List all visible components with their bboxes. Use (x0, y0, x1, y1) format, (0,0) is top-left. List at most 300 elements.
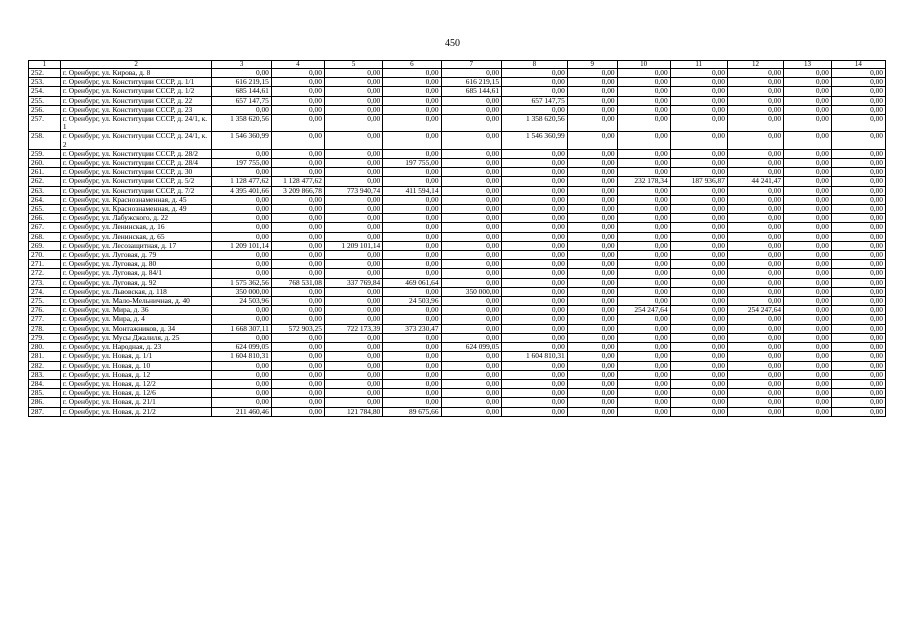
amount-cell: 0,00 (502, 78, 568, 87)
amount-cell: 0,00 (324, 69, 382, 78)
amount-cell: 1 546 360,99 (502, 132, 568, 149)
amount-cell: 0,00 (784, 398, 832, 407)
amount-cell: 0,00 (502, 105, 568, 114)
amount-cell: 0,00 (441, 324, 501, 333)
amount-cell: 0,00 (212, 195, 271, 204)
amount-cell: 0,00 (502, 407, 568, 416)
table-row (29, 343, 886, 352)
amount-cell: 0,00 (324, 379, 382, 388)
row-number-cell: 276. (29, 306, 61, 315)
amount-cell: 0,00 (567, 343, 617, 352)
row-number-cell: 262. (29, 177, 61, 186)
amount-cell: 0,00 (831, 379, 885, 388)
column-header: 5 (324, 61, 382, 69)
amount-cell: 0,00 (441, 379, 501, 388)
amount-cell: 0,00 (324, 389, 382, 398)
amount-cell: 4 395 401,66 (212, 186, 271, 195)
amount-cell: 657 147,75 (502, 96, 568, 105)
row-number-cell: 284. (29, 379, 61, 388)
amount-cell: 0,00 (441, 251, 501, 260)
amount-cell: 0,00 (784, 87, 832, 96)
amount-cell: 0,00 (567, 105, 617, 114)
amount-cell: 0,00 (212, 389, 271, 398)
table-row (29, 232, 886, 241)
address-cell: г. Оренбург, ул. Новая, д. 10 (60, 361, 212, 370)
amount-cell: 0,00 (383, 352, 441, 361)
amount-cell: 0,00 (617, 389, 670, 398)
amount-cell: 1 128 477,62 (271, 177, 324, 186)
amount-cell: 0,00 (212, 223, 271, 232)
address-cell: г. Оренбург, ул. Конституции СССР, д. 7/2 (60, 186, 212, 195)
amount-cell: 0,00 (617, 398, 670, 407)
table-row (29, 251, 886, 260)
amount-cell: 0,00 (670, 315, 727, 324)
amount-cell: 0,00 (271, 69, 324, 78)
amount-cell: 0,00 (567, 269, 617, 278)
amount-cell: 0,00 (727, 159, 783, 168)
amount-cell: 0,00 (502, 379, 568, 388)
amount-cell: 0,00 (271, 306, 324, 315)
address-cell: г. Оренбург, ул. Конституции СССР, д. 30 (60, 168, 212, 177)
amount-cell: 0,00 (212, 370, 271, 379)
amount-cell: 0,00 (784, 205, 832, 214)
table-row (29, 306, 886, 315)
amount-cell: 0,00 (383, 223, 441, 232)
amount-cell: 0,00 (502, 398, 568, 407)
amount-cell: 0,00 (727, 352, 783, 361)
row-number-cell: 259. (29, 149, 61, 158)
amount-cell: 0,00 (212, 232, 271, 241)
row-number-cell: 280. (29, 343, 61, 352)
table-row (29, 195, 886, 204)
amount-cell: 0,00 (831, 105, 885, 114)
amount-cell: 0,00 (212, 379, 271, 388)
amount-cell: 0,00 (441, 205, 501, 214)
amount-cell: 0,00 (441, 149, 501, 158)
amount-cell: 0,00 (617, 260, 670, 269)
amount-cell: 337 769,84 (324, 278, 382, 287)
amount-cell: 0,00 (670, 214, 727, 223)
amount-cell: 0,00 (831, 132, 885, 149)
amount-cell: 0,00 (383, 105, 441, 114)
column-header: 3 (212, 61, 271, 69)
amount-cell: 0,00 (441, 352, 501, 361)
row-number-cell: 263. (29, 186, 61, 195)
amount-cell: 0,00 (831, 214, 885, 223)
row-number-cell: 254. (29, 87, 61, 96)
amount-cell: 0,00 (727, 149, 783, 158)
amount-cell: 722 173,39 (324, 324, 382, 333)
amount-cell: 0,00 (784, 177, 832, 186)
row-number-cell: 265. (29, 205, 61, 214)
amount-cell: 0,00 (441, 195, 501, 204)
amount-cell: 0,00 (441, 278, 501, 287)
amount-cell: 0,00 (567, 278, 617, 287)
amount-cell: 0,00 (567, 333, 617, 342)
amount-cell: 0,00 (784, 105, 832, 114)
amount-cell: 0,00 (383, 177, 441, 186)
amount-cell: 0,00 (324, 343, 382, 352)
amount-cell: 0,00 (271, 379, 324, 388)
amount-cell: 0,00 (670, 105, 727, 114)
amount-cell: 0,00 (784, 324, 832, 333)
amount-cell: 0,00 (567, 177, 617, 186)
amount-cell: 0,00 (271, 343, 324, 352)
amount-cell: 0,00 (831, 96, 885, 105)
amount-cell: 0,00 (441, 115, 501, 132)
amount-cell: 0,00 (670, 115, 727, 132)
amount-cell: 0,00 (831, 168, 885, 177)
amount-cell: 0,00 (670, 287, 727, 296)
address-cell: г. Оренбург, ул. Конституции СССР, д. 24/1, к. 1 (60, 115, 212, 132)
amount-cell: 0,00 (831, 87, 885, 96)
column-header: 6 (383, 61, 441, 69)
row-number-cell: 278. (29, 324, 61, 333)
amount-cell: 0,00 (670, 343, 727, 352)
table-row (29, 205, 886, 214)
amount-cell: 0,00 (567, 241, 617, 250)
amount-cell: 0,00 (727, 287, 783, 296)
amount-cell: 0,00 (831, 324, 885, 333)
address-cell: г. Оренбург, ул. Мира, д. 36 (60, 306, 212, 315)
row-number-cell: 268. (29, 232, 61, 241)
amount-cell: 0,00 (567, 205, 617, 214)
table-row (29, 87, 886, 96)
amount-cell: 0,00 (567, 361, 617, 370)
amount-cell: 0,00 (324, 223, 382, 232)
amount-cell: 0,00 (617, 315, 670, 324)
amount-cell: 0,00 (567, 398, 617, 407)
amount-cell: 0,00 (617, 333, 670, 342)
table-body (29, 61, 886, 417)
amount-cell: 0,00 (784, 115, 832, 132)
address-cell: г. Оренбург, ул. Конституции СССР, д. 1/2 (60, 87, 212, 96)
amount-cell: 0,00 (670, 297, 727, 306)
amount-cell: 0,00 (670, 324, 727, 333)
row-number-cell: 260. (29, 159, 61, 168)
row-number-cell: 264. (29, 195, 61, 204)
amount-cell: 0,00 (212, 168, 271, 177)
column-header: 2 (60, 61, 212, 69)
table-row (29, 69, 886, 78)
amount-cell: 0,00 (617, 132, 670, 149)
address-cell: г. Оренбург, ул. Луговая, д. 79 (60, 251, 212, 260)
amount-cell: 0,00 (617, 407, 670, 416)
amount-cell: 0,00 (383, 361, 441, 370)
row-number-cell: 269. (29, 241, 61, 250)
amount-cell: 1 668 307,11 (212, 324, 271, 333)
table-header-row (29, 61, 886, 69)
amount-cell: 0,00 (567, 370, 617, 379)
amount-cell: 0,00 (271, 223, 324, 232)
column-header: 8 (502, 61, 568, 69)
amount-cell: 0,00 (567, 407, 617, 416)
amount-cell: 0,00 (567, 149, 617, 158)
amount-cell: 0,00 (324, 306, 382, 315)
amount-cell: 0,00 (727, 105, 783, 114)
table-row (29, 260, 886, 269)
column-header: 10 (617, 61, 670, 69)
amount-cell: 0,00 (831, 115, 885, 132)
amount-cell: 0,00 (670, 398, 727, 407)
amount-cell: 0,00 (441, 177, 501, 186)
amount-cell: 0,00 (617, 159, 670, 168)
amount-cell: 0,00 (502, 251, 568, 260)
amount-cell: 0,00 (441, 269, 501, 278)
amount-cell: 0,00 (567, 132, 617, 149)
amount-cell: 1 128 477,62 (212, 177, 271, 186)
amount-cell: 0,00 (502, 315, 568, 324)
amount-cell: 0,00 (441, 260, 501, 269)
amount-cell: 0,00 (831, 149, 885, 158)
amount-cell: 0,00 (271, 115, 324, 132)
amount-cell: 0,00 (383, 78, 441, 87)
amount-cell: 624 099,05 (441, 343, 501, 352)
amount-cell: 0,00 (727, 223, 783, 232)
amount-cell: 0,00 (383, 251, 441, 260)
row-number-cell: 283. (29, 370, 61, 379)
amount-cell: 0,00 (567, 168, 617, 177)
amount-cell: 0,00 (324, 232, 382, 241)
amount-cell: 0,00 (567, 78, 617, 87)
address-cell: г. Оренбург, ул. Конституции СССР, д. 22 (60, 96, 212, 105)
amount-cell: 0,00 (271, 251, 324, 260)
amount-cell: 0,00 (670, 251, 727, 260)
row-number-cell: 281. (29, 352, 61, 361)
amount-cell: 0,00 (727, 69, 783, 78)
row-number-cell: 270. (29, 251, 61, 260)
amount-cell: 0,00 (784, 306, 832, 315)
amount-cell: 0,00 (831, 343, 885, 352)
amount-cell: 0,00 (567, 232, 617, 241)
table-row (29, 389, 886, 398)
amount-cell: 0,00 (727, 324, 783, 333)
amount-cell: 0,00 (617, 96, 670, 105)
amount-cell: 0,00 (784, 69, 832, 78)
amount-cell: 0,00 (441, 306, 501, 315)
amount-cell: 0,00 (784, 251, 832, 260)
column-header: 9 (567, 61, 617, 69)
table-row (29, 379, 886, 388)
amount-cell: 0,00 (271, 407, 324, 416)
amount-cell: 0,00 (441, 214, 501, 223)
amount-cell: 350 000,00 (441, 287, 501, 296)
amount-cell: 0,00 (271, 78, 324, 87)
amount-cell: 0,00 (383, 343, 441, 352)
amount-cell: 0,00 (324, 87, 382, 96)
amount-cell: 197 755,00 (383, 159, 441, 168)
amount-cell: 0,00 (271, 315, 324, 324)
amount-cell: 0,00 (831, 223, 885, 232)
amount-cell: 0,00 (617, 278, 670, 287)
amount-cell: 0,00 (502, 232, 568, 241)
amount-cell: 0,00 (324, 132, 382, 149)
row-number-cell: 275. (29, 297, 61, 306)
amount-cell: 0,00 (831, 407, 885, 416)
amount-cell: 0,00 (784, 149, 832, 158)
table-row (29, 324, 886, 333)
amount-cell: 0,00 (727, 343, 783, 352)
table-row (29, 315, 886, 324)
amount-cell: 0,00 (784, 352, 832, 361)
row-number-cell: 274. (29, 287, 61, 296)
amount-cell: 0,00 (831, 389, 885, 398)
amount-cell: 0,00 (567, 260, 617, 269)
amount-cell: 0,00 (383, 269, 441, 278)
amount-cell: 0,00 (441, 105, 501, 114)
amount-cell: 0,00 (441, 241, 501, 250)
amount-cell: 0,00 (670, 389, 727, 398)
amount-cell: 254 247,64 (727, 306, 783, 315)
amount-cell: 0,00 (727, 115, 783, 132)
amount-cell: 0,00 (324, 168, 382, 177)
row-number-cell: 272. (29, 269, 61, 278)
table-row (29, 168, 886, 177)
amount-cell: 0,00 (383, 205, 441, 214)
table-row (29, 223, 886, 232)
amount-cell: 0,00 (831, 260, 885, 269)
amount-cell: 0,00 (502, 223, 568, 232)
address-cell: г. Оренбург, ул. Мусы Джалиля, д. 25 (60, 333, 212, 342)
amount-cell: 0,00 (212, 269, 271, 278)
amount-cell: 0,00 (271, 96, 324, 105)
amount-cell: 0,00 (831, 195, 885, 204)
amount-cell: 0,00 (784, 287, 832, 296)
amount-cell: 0,00 (324, 333, 382, 342)
amount-cell: 0,00 (383, 333, 441, 342)
amount-cell: 0,00 (784, 269, 832, 278)
amount-cell: 0,00 (271, 389, 324, 398)
amount-cell: 0,00 (727, 186, 783, 195)
amount-cell: 0,00 (670, 407, 727, 416)
amount-cell: 0,00 (727, 389, 783, 398)
amount-cell: 0,00 (617, 195, 670, 204)
amount-cell: 0,00 (567, 214, 617, 223)
address-cell: г. Оренбург, ул. Ленинская, д. 16 (60, 223, 212, 232)
amount-cell: 0,00 (502, 297, 568, 306)
amount-cell: 0,00 (727, 361, 783, 370)
amount-cell: 572 903,25 (271, 324, 324, 333)
amount-cell: 0,00 (727, 370, 783, 379)
amount-cell: 0,00 (784, 186, 832, 195)
amount-cell: 0,00 (617, 78, 670, 87)
amount-cell: 0,00 (670, 87, 727, 96)
table-row (29, 78, 886, 87)
amount-cell: 0,00 (212, 205, 271, 214)
amount-cell: 0,00 (271, 232, 324, 241)
amount-cell: 0,00 (502, 343, 568, 352)
amount-cell: 0,00 (670, 278, 727, 287)
amount-cell: 0,00 (784, 132, 832, 149)
amount-cell: 0,00 (617, 168, 670, 177)
amount-cell: 0,00 (567, 195, 617, 204)
amount-cell: 0,00 (670, 205, 727, 214)
amount-cell: 0,00 (784, 370, 832, 379)
amount-cell: 0,00 (271, 205, 324, 214)
amount-cell: 1 575 362,56 (212, 278, 271, 287)
amount-cell: 0,00 (831, 269, 885, 278)
amount-cell: 0,00 (727, 232, 783, 241)
amount-cell: 0,00 (324, 287, 382, 296)
amount-cell: 0,00 (271, 370, 324, 379)
amount-cell: 0,00 (727, 195, 783, 204)
amount-cell: 0,00 (212, 105, 271, 114)
table-row (29, 370, 886, 379)
amount-cell: 0,00 (212, 333, 271, 342)
row-number-cell: 287. (29, 407, 61, 416)
row-number-cell: 253. (29, 78, 61, 87)
amount-cell: 0,00 (271, 269, 324, 278)
amount-cell: 0,00 (831, 78, 885, 87)
amount-cell: 0,00 (727, 96, 783, 105)
row-number-cell: 285. (29, 389, 61, 398)
amount-cell: 0,00 (670, 379, 727, 388)
amount-cell: 0,00 (441, 389, 501, 398)
amount-cell: 0,00 (670, 370, 727, 379)
amount-cell: 0,00 (383, 260, 441, 269)
amount-cell: 0,00 (383, 315, 441, 324)
amount-cell: 0,00 (727, 278, 783, 287)
amount-cell: 0,00 (784, 168, 832, 177)
amount-cell: 0,00 (212, 69, 271, 78)
address-cell: г. Оренбург, ул. Мало-Мельничная, д. 40 (60, 297, 212, 306)
amount-cell: 0,00 (441, 398, 501, 407)
amount-cell: 0,00 (617, 241, 670, 250)
amount-cell: 0,00 (670, 159, 727, 168)
amount-cell: 0,00 (324, 370, 382, 379)
amount-cell: 0,00 (324, 96, 382, 105)
amount-cell: 0,00 (502, 195, 568, 204)
column-header: 14 (831, 61, 885, 69)
address-cell: г. Оренбург, ул. Конституции СССР, д. 28/4 (60, 159, 212, 168)
amount-cell: 0,00 (727, 269, 783, 278)
amount-cell: 0,00 (324, 159, 382, 168)
row-number-cell: 266. (29, 214, 61, 223)
column-header: 1 (29, 61, 61, 69)
amount-cell: 0,00 (567, 352, 617, 361)
amount-cell: 0,00 (831, 287, 885, 296)
amount-cell: 0,00 (784, 214, 832, 223)
table-row (29, 297, 886, 306)
row-number-cell: 277. (29, 315, 61, 324)
amount-cell: 0,00 (617, 87, 670, 96)
amount-cell: 0,00 (784, 379, 832, 388)
amount-cell: 0,00 (727, 315, 783, 324)
amount-cell: 0,00 (502, 69, 568, 78)
amount-cell: 0,00 (727, 297, 783, 306)
amount-cell: 0,00 (727, 87, 783, 96)
row-number-cell: 267. (29, 223, 61, 232)
address-cell: г. Оренбург, ул. Мира, д. 4 (60, 315, 212, 324)
amount-cell: 0,00 (502, 361, 568, 370)
amount-cell: 0,00 (617, 251, 670, 260)
amount-cell: 0,00 (831, 352, 885, 361)
row-number-cell: 286. (29, 398, 61, 407)
address-cell: г. Оренбург, ул. Луговая, д. 92 (60, 278, 212, 287)
amount-cell: 0,00 (831, 251, 885, 260)
amount-cell: 0,00 (383, 96, 441, 105)
amount-cell: 0,00 (617, 69, 670, 78)
amount-cell: 0,00 (831, 370, 885, 379)
amount-cell: 0,00 (831, 205, 885, 214)
row-number-cell: 273. (29, 278, 61, 287)
amount-cell: 616 219,15 (441, 78, 501, 87)
row-number-cell: 252. (29, 69, 61, 78)
amount-cell: 0,00 (784, 241, 832, 250)
amount-cell: 0,00 (670, 168, 727, 177)
amount-cell: 0,00 (271, 105, 324, 114)
amount-cell: 0,00 (567, 324, 617, 333)
